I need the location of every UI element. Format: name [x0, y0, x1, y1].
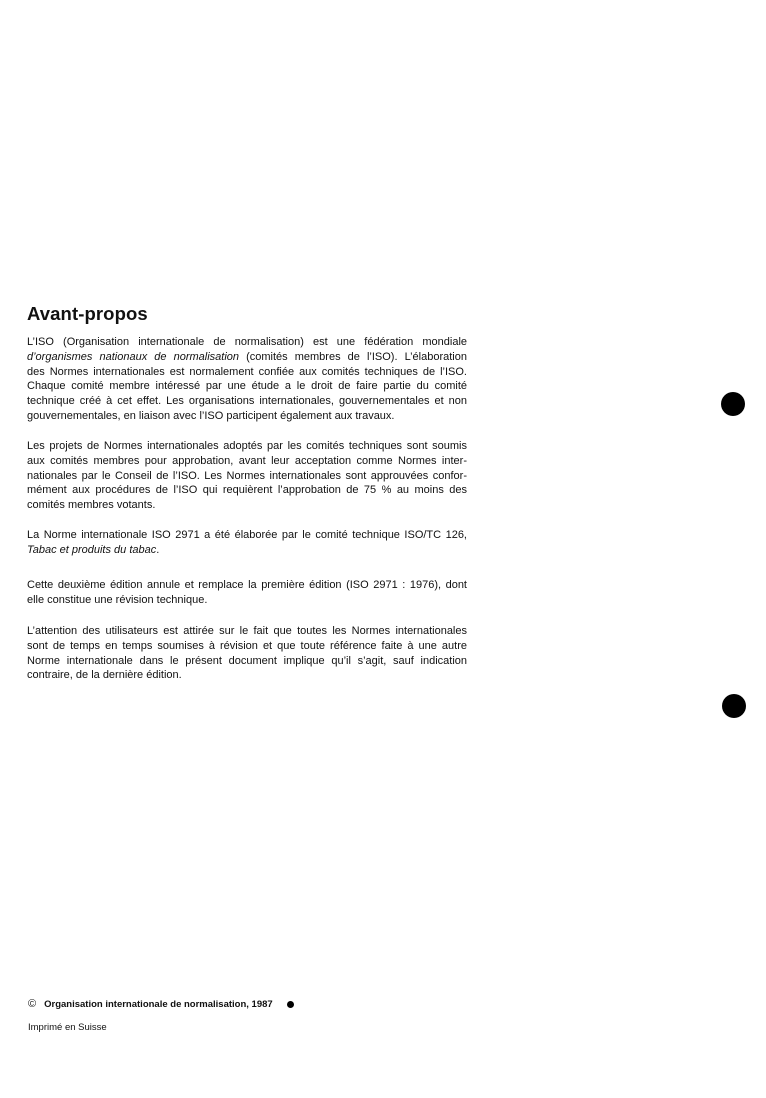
paragraph-edition [27, 578, 467, 608]
text-line: Norme internationale dans le présent document implique qu’il s’agit, sauf indication [27, 654, 467, 667]
paragraph-iso-2971 [27, 528, 467, 558]
footer [28, 998, 294, 1033]
paragraph-approval [27, 439, 467, 513]
text-line: aux comités membres pour approbation, avant leur acceptation comme Normes inter- [27, 454, 467, 467]
paragraph-attention [27, 624, 467, 683]
text-line: comités membres votants. [27, 499, 156, 512]
text-line: sont de temps en temps soumises à révision et que toute référence faite à une autre [27, 639, 467, 652]
text-line: gouvernementales, en liaison avec l’ISO participent également aux travaux. [27, 409, 395, 422]
punch-hole-mark [721, 392, 745, 416]
text-line: Les projets de Normes internationales adoptés par les comités techniques sont soumis [27, 440, 467, 452]
text-line: nationales par le Conseil de l’ISO. Les Normes internationales sont approuvées confor- [27, 469, 467, 482]
italic-text: d’organismes nationaux de normalisation [27, 350, 240, 363]
text-line: technique créé à cet effet. Les organisations internationales, gouvernementales et non [27, 395, 467, 408]
text-line: L’ISO (Organisation internationale de normalisation) est une fédération mondiale [27, 336, 467, 348]
punch-hole-mark [722, 694, 746, 718]
copyright-line [28, 998, 294, 1010]
paragraph-iso-intro [27, 335, 467, 424]
text-line: elle constitue une révision technique. [27, 593, 208, 606]
bullet-icon [287, 1001, 294, 1008]
text-line: L’attention des utilisateurs est attirée sur le fait que toutes les Normes internationales [27, 625, 467, 637]
text-line: Chaque comité membre intéressé par une étude a le droit de faire partie du comité [27, 380, 467, 393]
text-line: des Normes internationales est normalement confiée aux comités techniques de l’ISO. [27, 365, 467, 378]
text-line: La Norme internationale ISO 2971 a été élaborée par le comité technique ISO/TC 126, [27, 529, 467, 541]
text-line [27, 543, 467, 558]
copyright-icon: © [28, 998, 37, 1010]
text-line: mément aux procédures de l’ISO qui requièrent l’approbation de 75 % au moins des [27, 484, 467, 497]
printed-in: Imprimé en Suisse [28, 1022, 107, 1033]
text-span: (comités membres de l’ISO). L’élaboration [239, 350, 467, 363]
text-line [27, 350, 467, 365]
copyright-organization: Organisation internationale de normalisation, 1987 [44, 998, 273, 1010]
page-title: Avant-propos [27, 303, 148, 324]
text-line: Cette deuxième édition annule et remplace la première édition (ISO 2971 : 1976), dont [27, 579, 467, 591]
italic-text: Tabac et produits du tabac [27, 543, 157, 556]
period: . [156, 543, 160, 556]
text-line: contraire, de la dernière édition. [27, 669, 182, 682]
